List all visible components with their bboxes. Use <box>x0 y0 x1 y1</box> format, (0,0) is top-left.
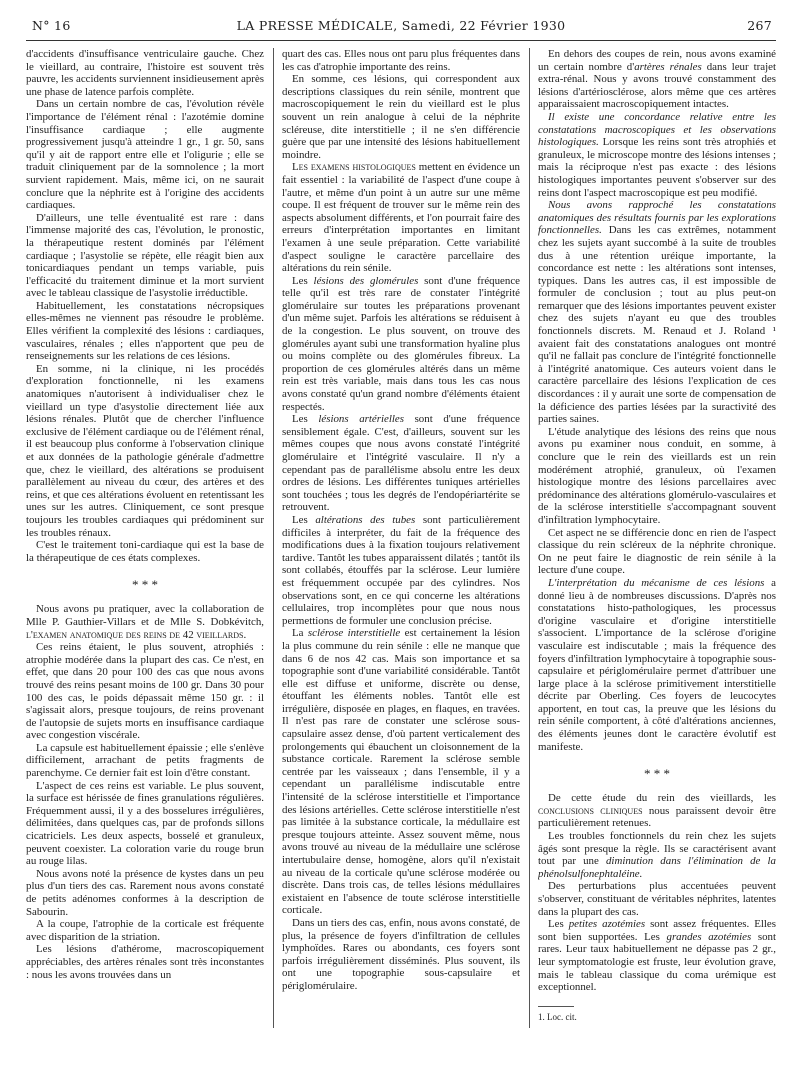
column-1 <box>26 48 264 1068</box>
paragraph: En dehors des coupes de rein, nous avons examiné un certain nombre d'artères rénales dans leur trajet extra-rénal. Nous y avons trouvé constamment des lésions d'artériosclérose, alors même que ces artères apparaissaient macroscopiquement intactes. <box>538 48 776 111</box>
paragraph: Les troubles fonctionnels du rein chez les sujets âgés sont presque la règle. Ils se caractérisent avant tout par une diminution dans l'élimination de la phénolsulfonephtaléine. <box>538 830 776 880</box>
paragraph: Les lésions artérielles sont d'une fréquence sensiblement égale. C'est, d'ailleurs, souvent sur les mêmes coupes que nous avons constaté l'intégrité glomérulaire et l'intégrité vasculaire. Il n'y a cependant pas de parallélisme absolu entre les deux ordres de lésions. Les différentes tuniques artérielles sont touchées ; tous les degrés de l'endopériartérite se retrouvent. <box>282 413 520 514</box>
paragraph: Les petites azotémies sont assez fréquentes. Elles sont bien supportées. Les grandes azotémies sont rares. Leur taux habituellement ne dépasse pas 2 gr., leur symptomatologie est fruste, leur évolution grave, mais le tableau classique du coma urémique est exceptionnel. <box>538 918 776 994</box>
paragraph: Dans un tiers des cas, enfin, nous avons constaté, de plus, la présence de foyers d'infiltration de cellules lymphoïdes. Rares ou abondants, ces foyers sont parfois irrégulièrement disséminés. Plus souvent, ils ont une topographie sous-capsulaire et périglomérulaire. <box>282 916 520 992</box>
paragraph: L'étude analytique des lésions des reins que nous avons pu examiner nous conduit, en somme, à conclure que le rein des vieillards est un rein modérément atrophié, granuleux, où l'examen histologique montre des lésions parcellaires avec prédominance des altérations glomérulo-vasculaires et de la sclérose interstitielle s'accompagnant souvent d'infiltration lymphocytaire. <box>538 425 776 526</box>
footnote-rule <box>538 1006 574 1007</box>
paragraph: D'ailleurs, une telle éventualité est rare : dans l'immense majorité des cas, l'évolution, le pronostic, la thérapeutique restent dominés par l'élément cardiaque ; l'asystolie se répète, elle réagit bien aux tonicardiaques pendant un temps variable, puis l'efficacité du traitement diminue et la mort survient avec le tableau classique de l'asystolie irréductible. <box>26 211 264 300</box>
paragraph: Les lésions d'athérome, macroscopiquement appréciables, des artères rénales sont très inconstantes : nous les avons trouvées dans un <box>26 943 264 981</box>
paragraph: L'interprétation du mécanisme de ces lésions a donné lieu à de nombreuses discussions. D'après nos constatations histo-pathologiques, les processus d'origine vasculaire et d'origine interstitielle s'associent. L'importance de la sclérose d'origine vasculaire est indiscutable ; mais la fréquence des foyers d'infiltration lymphocytaire à topographie sous-capsulaire et périglomérulaire permet d'attribuer une large place à la sclérose primitivement interstitielle décrite par Oberling. Ces foyers de leucocytes apportent, en tout cas, la preuve que les lésions du rein sénile comportent, à côté d'altérations anciennes, des éléments jeunes dont le caractère évolutif est manifeste. <box>538 576 776 753</box>
paragraph: A la coupe, l'atrophie de la corticale est fréquente avec disparition de la striation. <box>26 918 264 943</box>
paragraph: Nous avons pu pratiquer, avec la collaboration de Mlle P. Gauthier-Villars et de Mlle S. Dobkévitch, l'examen anatomique des reins de 42 vieillards. <box>26 603 264 641</box>
paragraph: L'aspect de ces reins est variable. Le plus souvent, la surface est hérissée de fines granulations régulières. Fréquemment aussi, il y a des bosselures irrégulières, délimitées, dans quelques cas, par de profonds sillons cicatriciels. Les deux aspects, bosselé et granuleux, peuvent coexister. La coloration varie du rouge brun au rouge lilas. <box>26 779 264 868</box>
paragraph: Les lésions des glomérules sont d'une fréquence telle qu'il est très rare de constater l'intégrité glomérulaire sur toutes les préparations provenant d'un même sujet. Parfois les altérations se réduisent à de la congestion. Le plus souvent, on trouve des glomérules ayant subi une transformation hyaline plus ou moins complète ou des glomérules fibreux. La proportion de ces glomérules altérés dans un même rein est très variable, mais dans tous les cas nous avons constaté qu'un grand nombre d'éléments étaient respectés. <box>282 274 520 413</box>
paragraph: d'accidents d'insuffisance ventriculaire gauche. Chez le vieillard, au contraire, l'histoire est souvent très pauvre, les accidents surviennent insidieusement après une phase de latence parfois complète. <box>26 48 264 98</box>
paragraph: C'est le traitement toni-cardiaque qui est la base de la thérapeutique de ces états complexes. <box>26 539 264 564</box>
paragraph: De cette étude du rein des vieillards, les conclusions cliniques nous paraissent devoir être particulièrement retenues. <box>538 792 776 830</box>
section-separator-stars: * * * <box>644 766 670 782</box>
paragraph: Ces reins étaient, le plus souvent, atrophiés : atrophie modérée dans la plupart des cas. Ce n'est, en effet, que dans 20 pour 100 des cas que nous avons trouvé des reins pesant moins de 100 gr. Dans 30 pour 100 des cas, le poids dépassait même 150 gr. : il s'agissait alors, presque toujours, de reins provenant de l'autopsie de sujets morts en insuffisance cardiaque avec congestion viscérale. <box>26 641 264 742</box>
issue-number: N° 16 <box>32 18 71 33</box>
paragraph: En somme, ces lésions, qui correspondent aux descriptions classiques du rein sénile, montrent que macroscopiquement le rein du vieillard est le plus souvent un rein analogue à celui de la néphrite scléreuse, dite interstitielle ; il ne s'en différencie guère que par une intensité des lésions habituellement moindre. <box>282 73 520 161</box>
paragraph: Les altérations des tubes sont particulièrement difficiles à interpréter, du fait de la fréquence des modifications dues à la fixation toujours relativement tardive. Tantôt les tubes apparaissent dilatés ; tantôt ils sont collabés, étouffés par la sclérose. Leur lumière est fréquemment occupée par des cylindres. Nos observations sont, en ce qui concerne les altérations cellulaires, trop incomplètes pour que nous nous permettions de formuler une conclusion précise. <box>282 513 520 627</box>
journal-page <box>26 18 776 1068</box>
column-3 <box>538 48 776 1068</box>
paragraph: La sclérose interstitielle est certainement la lésion la plus commune du rein sénile : elle ne manque que dans 6 de nos 42 cas. Mais son importance et sa topographie sont d'une variabilité considérable. Tantôt elle est diffuse et uniforme, discrète ou dense, étouffant les éléments nobles. Tantôt elle est irrégulière, disposée en plages, en flaques, en travées. Il n'est pas rare de constater une sclérose sous-capsulaire assez dense, d'où partent verticalement des prolongements qui ébauchent un cloisonnement de la substance corticale. Rarement la sclérose semble centrée par les vaisseaux ; dans l'ensemble, il y a cependant un parallélisme indiscutable entre l'intensité de la sclérose interstitielle et l'importance des lésions artérielles. Cette sclérose interstitielle n'est pas limitée à la substance corticale, la médullaire est presque toujours atteinte. Assez souvent même, nous avons trouvé au niveau de la médullaire une sclérose intertubulaire dense, homogène, alors qu'il n'existait au niveau de la corticale qu'une sclérose modérée ou discrète. Dans trois cas, de telles lésions médullaires existaient en l'absence de toute sclérose interstitielle corticale. <box>282 627 520 917</box>
page-header <box>26 18 776 41</box>
paragraph: quart des cas. Elles nous ont paru plus fréquentes dans les cas d'atrophie importante des reins. <box>282 48 520 73</box>
column-2 <box>282 48 520 1068</box>
article-columns <box>26 48 776 1068</box>
paragraph: Nous avons noté la présence de kystes dans un peu plus d'un tiers des cas. Rarement nous avons constaté de petits adénomes conformes à la description de Sabourin. <box>26 867 264 918</box>
journal-title: LA PRESSE MÉDICALE, Samedi, 22 Février 1930 <box>236 18 566 33</box>
paragraph: Il existe une concordance relative entre les constatations macroscopiques et les observations histologiques. Lorsque les reins sont très atrophiés et granuleux, le microscope montre des lésions intenses ; mais la réciproque n'est pas exacte : des lésions histologiques importantes peuvent s'observer sur des reins dont l'aspect macroscopique est peu modifié. <box>538 110 776 199</box>
paragraph: Habituellement, les constatations nécropsiques elles-mêmes ne viennent pas résoudre le problème. Elles vérifient la complexité des lésions : cardiaques, vasculaires, rénales ; elles n'apportent que peu de renseignements sur les relations de ces lésions. <box>26 299 264 363</box>
paragraph: Dans un certain nombre de cas, l'évolution révèle l'importance de l'élément rénal : l'azotémie domine l'insuffisance cardiaque ; elle augmente progressivement jusqu'à atteindre 1 gr., 1 gr. 50, sans qu'il y ait de rapport entre elle et l'oligurie ; elle se traduit cliniquement par de la somnolence ; la mort survient rapidement. Mais, même ici, on ne saurait conclure que la néphrite est à l'origine des accidents cardiaques. <box>26 98 264 212</box>
paragraph: Des perturbations plus accentuées peuvent s'observer, constituant de véritables néphrites, latentes dans la plupart des cas. <box>538 880 776 918</box>
paragraph: En somme, ni la clinique, ni les procédés d'exploration fonctionnelle, ni les examens anatomiques n'autorisent à individualiser chez le vieillard un type d'asystolie directement liée aux lésions rénales. Plutôt que de chercher l'influence exclusive de l'élément cardiaque ou de l'élément rénal, il est beaucoup plus conforme à l'observation clinique et aux données de la pathologie générale d'admettre que, chez le vieillard, des altérations se produisent parallèlement au niveau du cœur, des artères et des reins, et que ces altérations évoluent en retentissant les unes sur les autres. Cliniquement, ce sont presque toujours les troubles cardiaques qui prédominent sur les troubles rénaux. <box>26 362 264 539</box>
page-number: 267 <box>747 18 772 33</box>
footnote: 1. Loc. cit. <box>538 1011 577 1022</box>
paragraph: Nous avons rapproché les constatations anatomiques des résultats fournis par les explorations fonctionnelles. Dans les cas extrêmes, notamment chez les sujets ayant succombé à la suite de troubles dus à une rétention uréique importante, la concordance est nette : les altérations sont intenses, typiques. Dans les autres cas, il est impossible de formuler de conclusion ; tout au plus peut-on remarquer que des lésions importantes peuvent exister chez des sujets n'ayant eu que des troubles fonctionnels discrets. M. Renaud et J. Roland ¹ avaient fait des constatations analogues ont montré qu'il ne fallait pas conclure de l'intégrité fonctionnelle à l'intégrité anatomique. Ces auteurs voient dans le caractère parcellaire des lésions l'explication de ces discordances : il y aurait une sorte de compensation de la déficience des parties lésées par la suractivité des parties saines. <box>538 199 776 426</box>
paragraph: Cet aspect ne se différencie donc en rien de l'aspect classique du rein scléreux de la néphrite chronique. On ne peut faire le diagnostic de rein sénile à la lecture d'une coupe. <box>538 526 776 577</box>
column-divider <box>273 48 274 1028</box>
column-divider <box>529 48 530 1028</box>
paragraph: La capsule est habituellement épaissie ; elle s'enlève difficilement, arrachant de petits fragments de parenchyme. Ce dernier fait est loin d'être constant. <box>26 741 264 780</box>
section-separator-stars: * * * <box>132 577 158 593</box>
paragraph: Les examens histologiques mettent en évidence un fait essentiel : la variabilité de l'aspect d'une coupe à l'autre, et même d'un point à un autre sur une même coupe. Il est fréquent de trouver sur le même rein des aspects absolument différents, et l'on pourrait faire des erreurs d'interprétation importantes en limitant l'examen à une seule préparation. Cette variabilité d'aspect souligne le caractère parcellaire des altérations du rein sénile. <box>282 161 520 275</box>
